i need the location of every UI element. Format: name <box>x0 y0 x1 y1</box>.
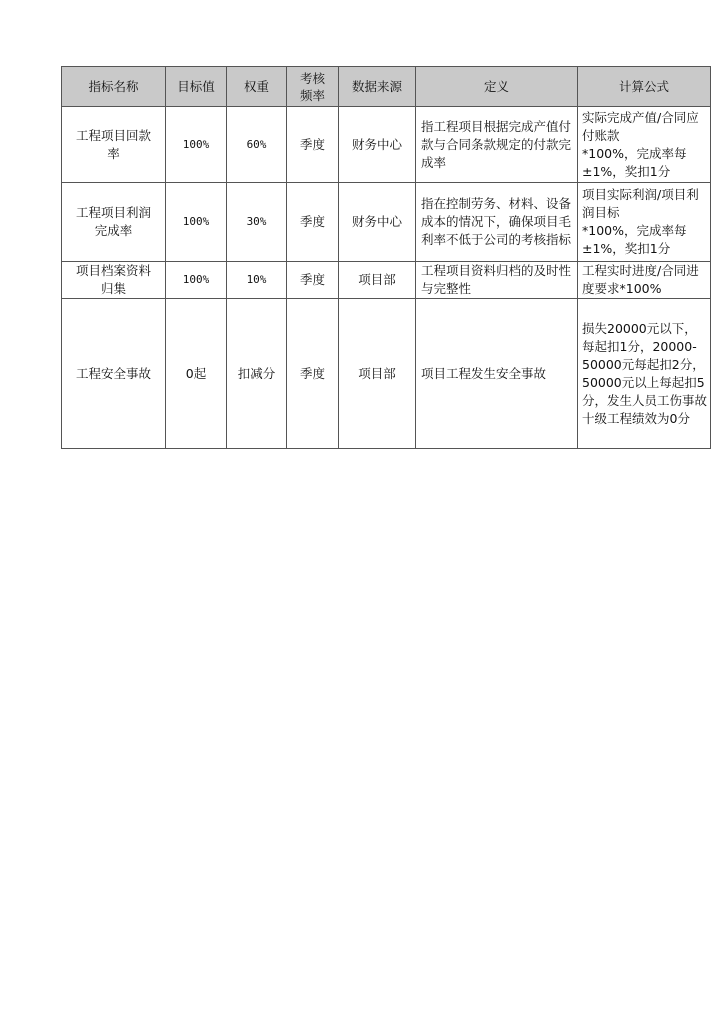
cell-weight: 30% <box>227 183 287 262</box>
cell-target: 100% <box>166 262 227 299</box>
cell-data-source: 项目部 <box>339 299 416 449</box>
cell-definition: 工程项目资料归档的及时性与完整性 <box>416 262 578 299</box>
cell-formula: 损失20000元以下，每起扣1分，20000-50000元每起扣2分，50000元以上每起扣5分，发生人员工伤事故十级工程绩效为0分 <box>578 299 711 449</box>
cell-weight: 扣减分 <box>227 299 287 449</box>
cell-data-source: 财务中心 <box>339 107 416 183</box>
cell-frequency: 季度 <box>287 299 339 449</box>
cell-weight: 10% <box>227 262 287 299</box>
cell-data-source: 项目部 <box>339 262 416 299</box>
cell-indicator-name: 工程项目利润 完成率 <box>62 183 166 262</box>
table-row <box>62 262 711 299</box>
cell-formula: 工程实时进度/合同进度要求*100% <box>578 262 711 299</box>
cell-weight: 60% <box>227 107 287 183</box>
header-indicator-name: 指标名称 <box>62 67 166 107</box>
cell-data-source: 财务中心 <box>339 183 416 262</box>
table-row <box>62 107 711 183</box>
cell-frequency: 季度 <box>287 262 339 299</box>
cell-indicator-name: 项目档案资料 归集 <box>62 262 166 299</box>
kpi-table <box>61 66 711 449</box>
header-row <box>62 67 711 107</box>
header-definition: 定义 <box>416 67 578 107</box>
cell-formula: 项目实际利润/项目利润目标 *100%，完成率每±1%，奖扣1分 <box>578 183 711 262</box>
cell-indicator-name: 工程安全事故 <box>62 299 166 449</box>
cell-indicator-name: 工程项目回款 率 <box>62 107 166 183</box>
cell-target: 100% <box>166 183 227 262</box>
cell-definition: 项目工程发生安全事故 <box>416 299 578 449</box>
header-data-source: 数据来源 <box>339 67 416 107</box>
cell-target: 0起 <box>166 299 227 449</box>
header-formula: 计算公式 <box>578 67 711 107</box>
cell-target: 100% <box>166 107 227 183</box>
cell-formula: 实际完成产值/合同应付账款 *100%，完成率每±1%，奖扣1分 <box>578 107 711 183</box>
cell-definition: 指工程项目根据完成产值付款与合同条款规定的付款完成率 <box>416 107 578 183</box>
cell-definition: 指在控制劳务、材料、设备成本的情况下，确保项目毛利率不低于公司的考核指标 <box>416 183 578 262</box>
cell-frequency: 季度 <box>287 183 339 262</box>
header-target: 目标值 <box>166 67 227 107</box>
table-row <box>62 299 711 449</box>
header-frequency: 考核 频率 <box>287 67 339 107</box>
header-weight: 权重 <box>227 67 287 107</box>
cell-frequency: 季度 <box>287 107 339 183</box>
table-row <box>62 183 711 262</box>
